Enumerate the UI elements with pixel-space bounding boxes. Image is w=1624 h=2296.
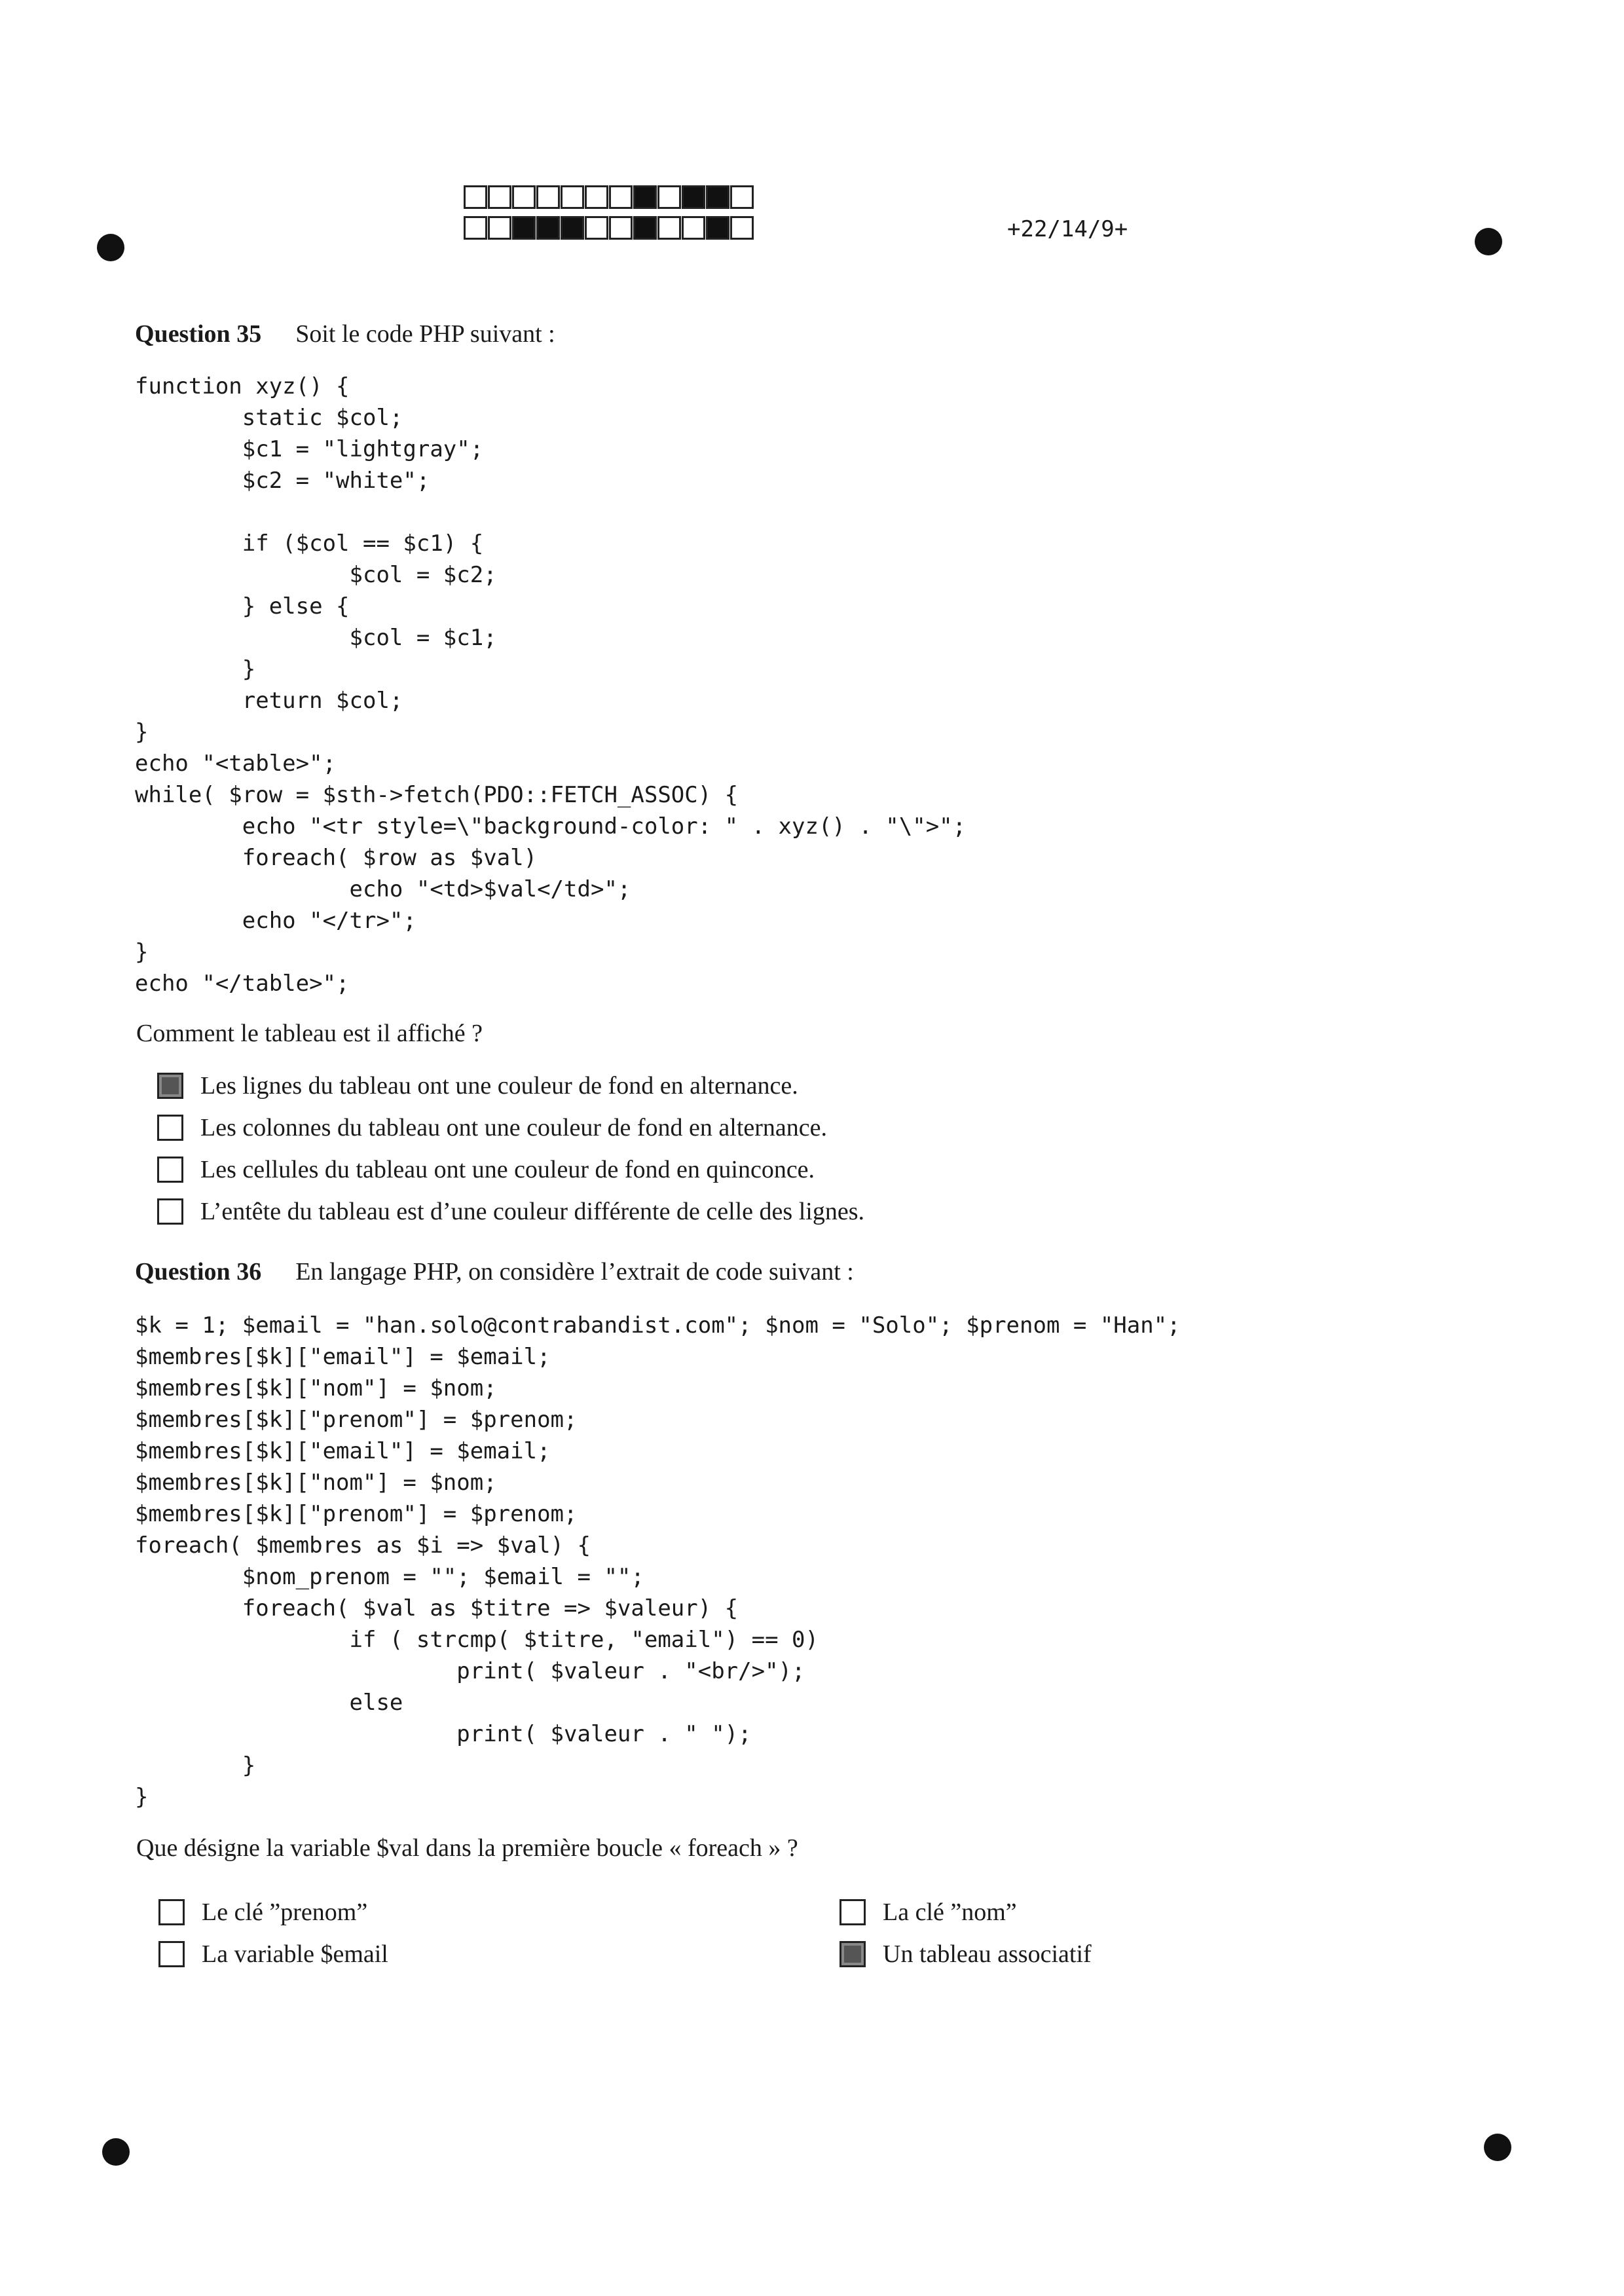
question-number: Question 36 <box>135 1258 262 1286</box>
barcode-cell <box>488 216 511 240</box>
question-intro: Soit le code PHP suivant : <box>295 320 555 348</box>
q35-answer[interactable] <box>157 1149 864 1191</box>
barcode-cell <box>730 216 754 240</box>
barcode-cell <box>536 216 560 240</box>
barcode-cell <box>609 216 633 240</box>
q35-answer[interactable] <box>157 1107 864 1149</box>
q36-answer[interactable] <box>158 1891 840 1933</box>
q35-answer[interactable] <box>157 1065 864 1107</box>
barcode-cell <box>730 185 754 209</box>
answer-label: Un tableau associatif <box>883 1940 1092 1968</box>
answer-label: Les colonnes du tableau ont une couleur de fond en alternance. <box>200 1114 828 1141</box>
barcode-cell <box>633 185 657 209</box>
question-36-header <box>135 1257 854 1286</box>
barcode-cell <box>657 185 681 209</box>
barcode-cell <box>706 216 729 240</box>
q36-checkbox-2[interactable] <box>158 1941 185 1967</box>
question-number: Question 35 <box>135 320 262 348</box>
answer-label: Le clé ”prenom” <box>202 1898 368 1926</box>
q36-checkbox-0[interactable] <box>158 1899 185 1925</box>
barcode-cell <box>464 216 487 240</box>
barcode-cell <box>682 185 705 209</box>
barcode-cell <box>706 185 729 209</box>
barcode-cell <box>585 185 608 209</box>
registration-mark-bottom-left <box>102 2138 130 2166</box>
barcode-cell <box>633 216 657 240</box>
barcode-cell <box>682 216 705 240</box>
q36-code-block: $k = 1; $email = "han.solo@contrabandist.com"; $nom = "Solo"; $prenom = "Han"; $membres[$k]["email"] = $email; $membres[$k]["nom"] = $nom; $membres[$k]["prenom"] = $prenom; $membres[$k]["email"] = $email; $membres[$k]["nom"] = $nom; $membres[$k]["prenom"] = $prenom; foreach( $membres as $i => $val) { $nom_prenom = ""; $email = ""; foreach( $val as $titre => $valeur) { if ( strcmp( $titre, "email") == 0) print( $valeur . "<br/>"); else print( $valeur . " "); } } <box>135 1312 1181 1810</box>
q35-checkbox-3[interactable] <box>157 1198 183 1225</box>
question-intro: En langage PHP, on considère l’extrait de code suivant : <box>295 1258 854 1286</box>
q36-answers <box>158 1891 1141 1975</box>
barcode-cell <box>536 185 560 209</box>
barcode-cell <box>585 216 608 240</box>
barcode-cell <box>488 185 511 209</box>
answer-label: Les cellules du tableau ont une couleur de fond en quinconce. <box>200 1156 815 1183</box>
q36-answer[interactable] <box>840 1891 1141 1933</box>
answer-label: La variable $email <box>202 1940 388 1968</box>
barcode-row-1 <box>464 185 754 209</box>
registration-mark-top-right <box>1475 228 1502 255</box>
answer-label: Les lignes du tableau ont une couleur de fond en alternance. <box>200 1072 798 1100</box>
q35-checkbox-2[interactable] <box>157 1157 183 1183</box>
registration-mark-bottom-right <box>1484 2134 1511 2161</box>
q35-checkbox-1[interactable] <box>157 1115 183 1141</box>
barcode-cell <box>561 216 584 240</box>
q36-question-text: Que désigne la variable $val dans la première boucle « foreach » ? <box>136 1834 798 1862</box>
barcode-cell <box>512 185 536 209</box>
q35-question-text: Comment le tableau est il affiché ? <box>136 1020 483 1047</box>
question-35-header <box>135 320 555 348</box>
barcode-row-2 <box>464 216 754 240</box>
barcode-cell <box>609 185 633 209</box>
q36-checkbox-3[interactable] <box>840 1941 866 1967</box>
q36-answer[interactable] <box>158 1933 840 1975</box>
barcode-cell <box>464 185 487 209</box>
barcode-cell <box>657 216 681 240</box>
q36-checkbox-1[interactable] <box>840 1899 866 1925</box>
page-identifier: +22/14/9+ <box>1007 216 1128 242</box>
answer-label: La clé ”nom” <box>883 1898 1017 1926</box>
q35-answer[interactable] <box>157 1191 864 1232</box>
q35-checkbox-0[interactable] <box>157 1073 183 1099</box>
answer-label: L’entête du tableau est d’une couleur différente de celle des lignes. <box>200 1198 864 1225</box>
registration-mark-top-left <box>97 234 124 261</box>
q36-answer[interactable] <box>840 1933 1141 1975</box>
q35-answers <box>157 1065 864 1232</box>
barcode-cell <box>561 185 584 209</box>
barcode-cell <box>512 216 536 240</box>
q35-code-block: function xyz() { static $col; $c1 = "lightgray"; $c2 = "white"; if ($col == $c1) { $col = $c2; } else { $col = $c1; } return $col; } echo "<table>"; while( $row = $sth->fetch(PDO::FETCH_ASSOC) { echo "<tr style=\"background-color: " . xyz() . "\">"; foreach( $row as $val) echo "<td>$val</td>"; echo "</tr>"; } echo "</table>"; <box>135 373 967 997</box>
